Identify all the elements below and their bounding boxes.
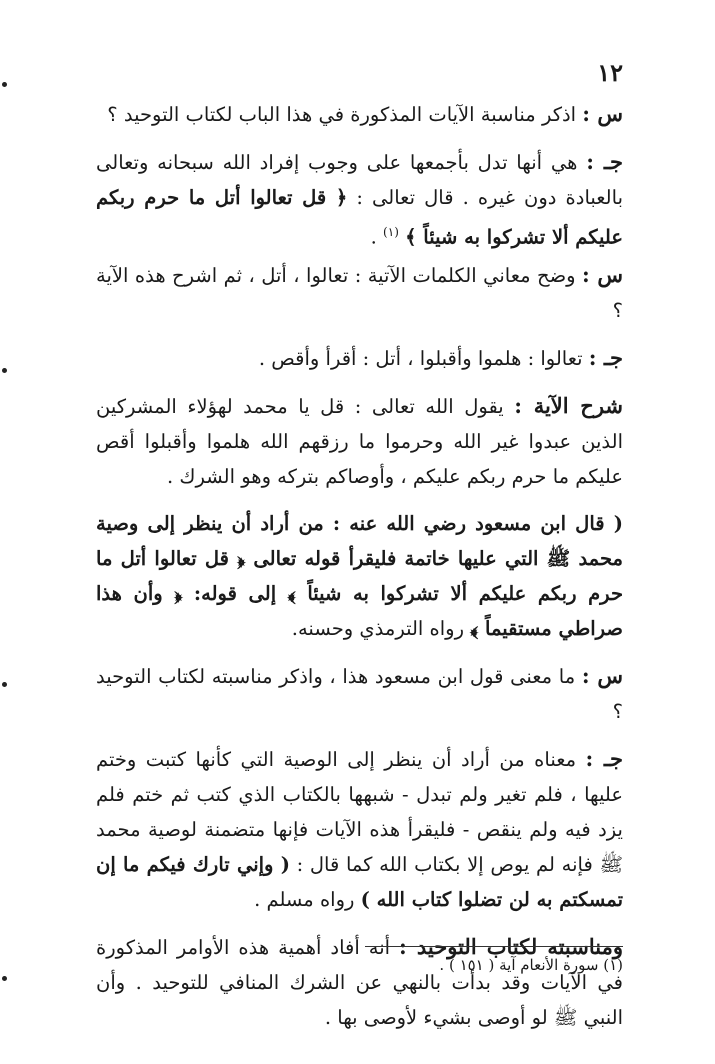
answer-text: تعالوا : هلموا وأقبلوا ، أتل : أقرأ وأقص .	[258, 346, 583, 370]
relevance-marker: ومناسبته لكتاب التوحيد :	[399, 933, 623, 959]
verse-explanation-text: يقول الله تعالى : قل يا محمد لهؤلاء المشركين الذين عبدوا غير الله وحرموا ما رزقهم الله هلموا وأقبلوا أقص عليكم ما حرم ربكم عليكم ، وأوصاكم بتركه وهو الشرك .	[96, 394, 623, 488]
question-paragraph	[96, 658, 623, 729]
footnote: (١) سورة الأنعام آية ( ١٥١ ) .	[439, 956, 623, 974]
scan-edge-mark	[2, 976, 7, 981]
footnote-divider	[365, 946, 623, 947]
quran-verse: ﴿ قل تعالوا أتل ما حرم ربكم عليكم ألا تشركوا به شيئاً ﴾	[96, 186, 623, 249]
answer-paragraph	[96, 340, 623, 376]
relevance-text: أنه أفاد أهمية هذه الأوامر المذكورة في الآيات وقد بدأت بالنهي عن الشرك المنافي للتوحيد . وأن النبي ﷺ لو أوصى بشيء لأوصى بها .	[96, 935, 623, 1029]
answer-marker: جـ :	[586, 149, 623, 174]
scan-edge-mark	[2, 682, 7, 687]
page-number: ١٢	[597, 58, 623, 87]
ibn-masud-quote: ( قال ابن مسعود رضي الله عنه : من أراد أن ينظر إلى وصية محمد ﷺ التي عليها خاتمة فليقرأ قوله تعالى ﴿ قل تعالوا أتل ما حرم ربكم عليكم ألا تشركوا به شيئاً ﴾ إلى قوله: ﴿ وأن هذا صراطي مستقيماً ﴾	[96, 511, 623, 640]
question-marker: س :	[582, 101, 623, 126]
hadith-quote: ( وإني تارك فيكم ما إن تمسكتم به لن تضلوا كتاب الله )	[96, 852, 623, 911]
hadith-source: رواه مسلم .	[254, 887, 355, 911]
answer-marker: جـ :	[588, 344, 623, 370]
scan-edge-mark	[2, 82, 7, 87]
ibn-masud-quote-paragraph	[96, 506, 623, 646]
verse-explanation-marker: شرح الآية :	[514, 392, 624, 418]
footnote-reference: (١)	[383, 225, 399, 239]
answer-marker: جـ :	[585, 745, 624, 771]
answer-paragraph	[96, 741, 623, 917]
answer-paragraph	[96, 144, 623, 255]
question-marker: س :	[581, 662, 623, 688]
question-paragraph	[96, 257, 623, 328]
answer-text: معناه من أراد أن ينظر إلى الوصية التي كأنها كتبت وختم عليها ، فلم تغير ولم تبدل - شبهها بالكتاب الذي كتب ثم ختم فلم يزد فيه ولم ينقص - فليقرأ هذه الآيات فإنها متضمنة لوصية محمد ﷺ فإنه لم يوص إلا بكتاب الله كما قال :	[96, 747, 624, 876]
question-paragraph	[96, 96, 623, 132]
relevance-paragraph	[96, 929, 623, 1035]
page-content	[96, 96, 623, 1047]
quote-source: رواه الترمذي وحسنه.	[291, 616, 464, 640]
question-marker: س :	[582, 261, 623, 287]
question-text: وضح معاني الكلمات الآتية : تعالوا ، أتل ، ثم اشرح هذه الآية ؟	[96, 263, 623, 322]
answer-tail: .	[370, 225, 377, 249]
question-text: اذكر مناسبة الآيات المذكورة في هذا الباب لكتاب التوحيد ؟	[107, 103, 577, 126]
scan-edge-mark	[2, 368, 7, 373]
verse-explanation-paragraph	[96, 388, 623, 494]
answer-text: هي أنها تدل بأجمعها على وجوب إفراد الله سبحانه وتعالى بالعبادة دون غيره . قال تعالى :	[96, 151, 623, 209]
question-text: ما معنى قول ابن مسعود هذا ، واذكر مناسبته لكتاب التوحيد ؟	[96, 664, 623, 723]
